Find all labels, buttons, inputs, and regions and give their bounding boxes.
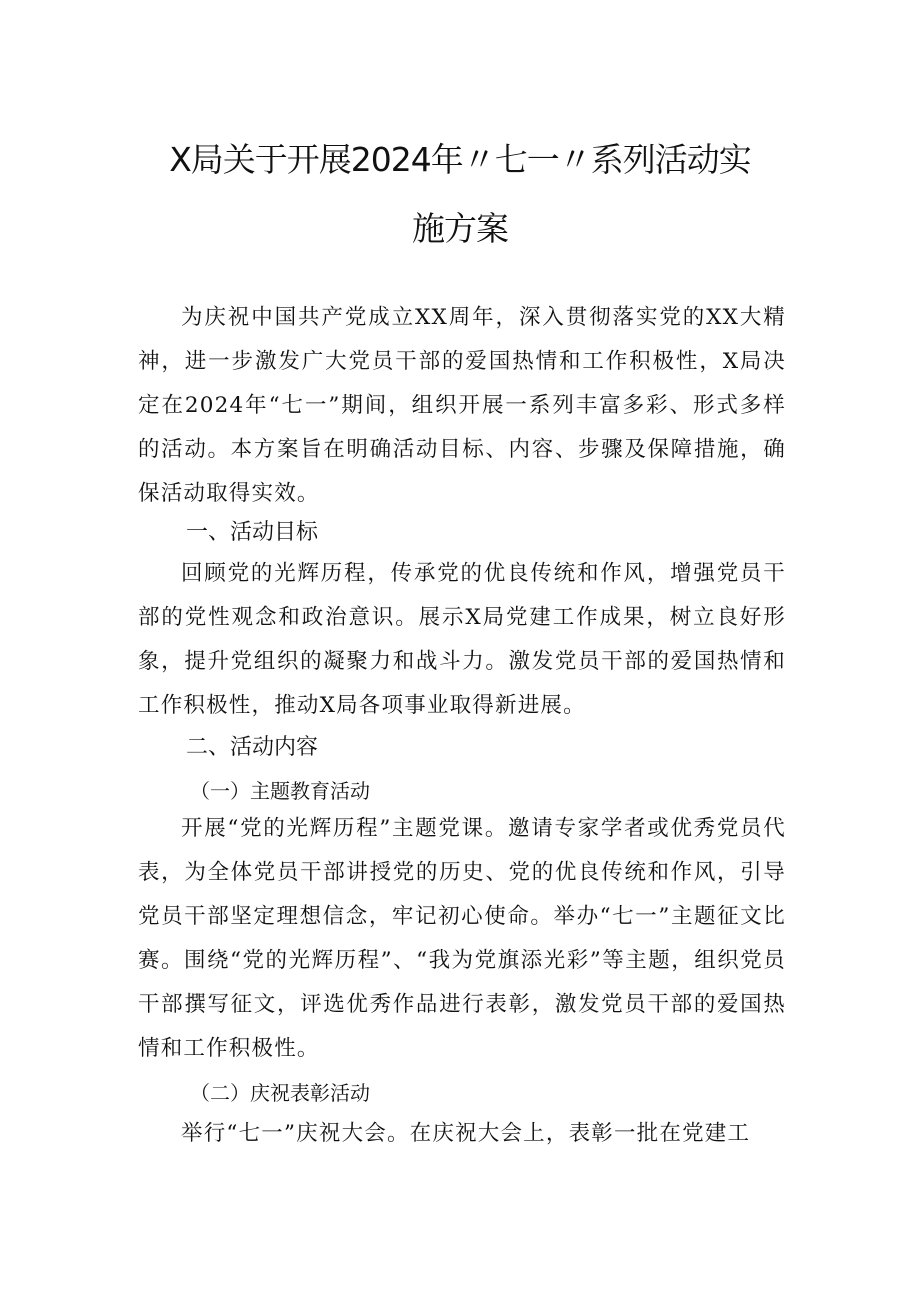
- subsection-heading-education: （一）主题教育活动: [190, 779, 370, 803]
- celebration-paragraph: 举行“七一”庆祝大会。在庆祝大会上，表彰一批在党建工: [181, 1121, 751, 1146]
- goals-paragraph: 回顾党的光辉历程，传承党的优良传统和作风，增强党员干部的党性观念和政治意识。展示X局党建工作成果，树立良好形象，提升党组织的凝聚力和战斗力。激发党员干部的爱国热情和工作积极性，推动X局各项事业取得新进展。: [138, 561, 786, 718]
- document-title-line-1: X局关于开展2024年〃七一〃系列活动实: [169, 140, 751, 179]
- section-heading-goals: 一、活动目标: [186, 520, 319, 545]
- section-heading-content: 二、活动内容: [186, 735, 319, 760]
- subsection-heading-celebration: （二）庆祝表彰活动: [190, 1081, 370, 1105]
- education-paragraph: 开展“党的光辉历程”主题党课。邀请专家学者或优秀党员代表，为全体党员干部讲授党的历史、党的优良传统和作风，引导党员干部坚定理想信念，牢记初心使命。举办“七一”主题征文比赛。围绕“党的光辉历程”、“我为党旗添光彩”等主题，组织党员干部撰写征文，评选优秀作品进行表彰，激发党员干部的爱国热情和工作积极性。: [138, 816, 786, 1061]
- intro-paragraph: 为庆祝中国共产党成立XX周年，深入贯彻落实党的XX大精神，进一步激发广大党员干部的爱国热情和工作积极性，X局决定在2024年“七一”期间，组织开展一系列丰富多彩、形式多样的活动。本方案旨在明确活动目标、内容、步骤及保障措施，确保活动取得实效。: [138, 305, 786, 506]
- document-title-line-2: 施方案: [412, 209, 508, 248]
